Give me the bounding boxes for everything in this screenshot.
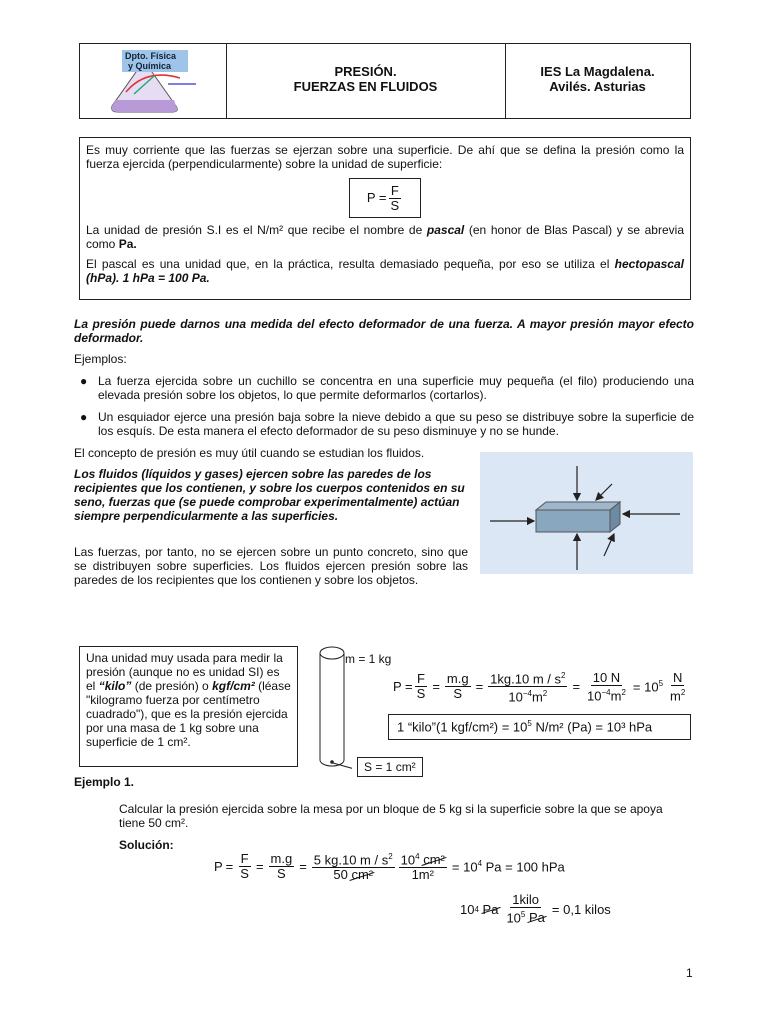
kilo-formula	[393, 669, 689, 705]
ek-ten: 10	[460, 901, 475, 917]
hectopascal-paragraph	[86, 257, 684, 285]
e1-res: = 10	[451, 858, 478, 874]
kf-m: m	[531, 689, 543, 705]
kf-sq-c: 2	[680, 687, 686, 697]
ek-pa-cancel: Pa	[482, 901, 499, 917]
ek-kilo: 1kilo	[512, 892, 540, 907]
ek-frac	[504, 893, 546, 925]
e1-num-text: 5 kg.10 m / s	[313, 852, 389, 868]
kf-sq: 2	[542, 689, 548, 699]
kf-10n: 10 N	[592, 669, 621, 685]
e1-res-tail: Pa = 100 hPa	[482, 858, 565, 874]
e1-cm2-cancel-2: cm²	[423, 852, 445, 868]
kilo-term: “kilo”	[98, 679, 132, 693]
e1-one-m2: 1m²	[411, 867, 434, 883]
hpa-text: El pascal es una unidad que, en la práctica, resulta demasiado pequeña, por eso se utiliza el	[86, 257, 615, 271]
kf-frac-4	[585, 671, 628, 703]
ek-exp4: 4	[474, 904, 479, 914]
area-label: S = 1 cm²	[357, 757, 423, 777]
formula-lhs: P =	[366, 190, 387, 205]
examples-label: Ejemplos:	[74, 352, 127, 366]
kgf-term: kgf/cm²	[212, 679, 255, 693]
kf-frac-3	[488, 669, 567, 705]
kf-eq: =	[475, 679, 484, 695]
e1-frac-4	[399, 850, 447, 882]
kf-expneg4: −4	[522, 689, 532, 699]
pa-abbrev: Pa.	[118, 237, 137, 251]
ke-text-a: 1 “kilo”(1 kgf/cm²) = 10	[397, 719, 528, 735]
kf-frac-5	[668, 671, 687, 703]
kf-m-b: m	[610, 687, 622, 703]
example1-statement: Calcular la presión ejercida sobre la mesa por un bloque de 5 kg si la superficie sobre la que se apoya tiene 50 cm².	[119, 802, 663, 830]
kf-frac-2	[445, 672, 471, 701]
unit-text-2: (en honor de Blas Pascal) y se abrevia como	[86, 223, 684, 251]
example-text: La fuerza ejercida sobre un cuchillo se concentra en una superficie muy pequeña (el filo) produciendo una elevada presión sobre los objetos, lo que permite deformarlos (cortarlos).	[98, 374, 694, 402]
e1-exp2: 2	[388, 852, 393, 861]
bullet-icon: ●	[80, 374, 88, 388]
title-line-1: PRESIÓN.	[334, 64, 397, 79]
logo-text-2: y Química	[128, 61, 172, 71]
kilo-equivalence-box	[388, 714, 691, 740]
example1-title: Ejemplo 1.	[74, 775, 135, 789]
title-line-2: FUERZAS EN FLUIDOS	[293, 79, 438, 94]
e1-den-text: 50	[333, 867, 348, 883]
e1-frac-2	[269, 852, 295, 881]
submerged-block-diagram	[480, 452, 693, 574]
kf-den3	[506, 687, 549, 704]
logo-text-1: Dpto. Física	[125, 51, 177, 61]
kf-expneg4b: −4	[601, 687, 611, 697]
school-line-1: IES La Magdalena.	[540, 64, 655, 79]
header-table	[79, 43, 691, 119]
fluid-forces-figure	[480, 452, 693, 574]
e1-f: F	[240, 850, 249, 866]
unit-text: La unidad de presión S.I es el N/m² que recibe el nombre de	[86, 223, 427, 237]
solution-label: Solución:	[119, 838, 174, 852]
kf-mg: m.g	[446, 671, 469, 687]
deform-statement: La presión puede darnos una medida del efecto deformador de una fuerza. A mayor presión mayor efecto deformador.	[74, 317, 694, 345]
kf-result	[633, 679, 663, 694]
fluids-statement: Los fluidos (líquidos y gases) ejercen sobre las paredes de los recipientes que los contienen, y sobre los cuerpos contenidos en su seno, fuerzas que (se puede comprobar experimentalmente) actúan siempre perpendicularmente a las superficies.	[74, 467, 465, 523]
e1-cm2-cancel: cm²	[351, 867, 374, 883]
kf-den4-text: 10	[587, 687, 602, 703]
department-logo	[106, 48, 206, 114]
e1-s2: S	[277, 865, 286, 881]
ek-den	[504, 908, 546, 925]
kf-n: N	[673, 669, 683, 685]
e1-s: S	[240, 865, 249, 881]
kilo-text-c: (de presión) o	[131, 679, 213, 693]
pressure-formula-box	[349, 178, 421, 218]
e1-exp4: 4	[415, 852, 420, 861]
kf-s2: S	[453, 686, 463, 702]
kf-exp5: 5	[658, 679, 664, 689]
header-title	[226, 64, 505, 94]
e1-frac-3	[312, 850, 395, 882]
kf-num3-text: 1kg.10 m / s	[490, 671, 561, 687]
formula-denominator: S	[390, 197, 400, 213]
list-item	[74, 410, 694, 438]
e1-result	[452, 859, 565, 874]
unit-paragraph	[86, 223, 684, 251]
kilo-text-e: (léase "kilogramo fuerza por centímetro cuadrado"), que es la presión ejercida por una masa de 1 kg sobre una superficie de 1 cm².	[86, 679, 291, 749]
example1-kilos-formula	[460, 893, 614, 925]
e1-p: P	[214, 858, 223, 874]
formula-numerator: F	[390, 182, 399, 198]
ek-pa-cancel-2: Pa	[529, 910, 545, 926]
e1-den	[331, 868, 375, 882]
kf-eq: =	[572, 679, 581, 695]
example1-formula	[214, 850, 568, 882]
e1-frac-1	[238, 852, 251, 881]
school-line-2: Avilés. Asturias	[549, 79, 646, 94]
kilo-text-a: Una unidad muy usada para medir la presión (aunque no es unidad SI) es el	[86, 651, 283, 693]
kf-res: = 10	[632, 679, 659, 695]
kf-p: P =	[393, 679, 413, 695]
kf-f: F	[417, 671, 425, 687]
definition-intro: Es muy corriente que las fuerzas se ejerzan sobre una superficie. De ahí que se defina la presión como la fuerza ejercida (perpendicularmente) sobre la unidad de superficie:	[86, 143, 684, 171]
kilo-unit-box	[79, 646, 298, 767]
examples-list	[74, 374, 694, 438]
kf-sq-b: 2	[621, 687, 626, 697]
ke-exp: 5	[527, 719, 532, 728]
kf-s: S	[416, 686, 426, 702]
kf-frac-1	[415, 672, 428, 701]
kf-num3	[488, 669, 567, 687]
mass-label: m = 1 kg	[345, 652, 392, 666]
kf-exp2: 2	[560, 671, 566, 680]
kf-eq: =	[432, 679, 440, 695]
kf-den5	[668, 686, 687, 703]
formula-fraction	[388, 184, 401, 213]
e1-num	[312, 850, 395, 868]
e1-mg: m.g	[270, 850, 293, 866]
hpa-term: hectopascal (hPa). 1 hPa = 100 Pa.	[86, 257, 684, 285]
e1-num4	[399, 850, 447, 868]
page-number: 1	[686, 966, 693, 980]
pascal-term: pascal	[426, 223, 465, 237]
ek-den-ten: 10	[506, 910, 521, 926]
kf-m-c: m	[670, 687, 681, 703]
kf-den4	[585, 686, 628, 703]
ke-text-c: N/m² (Pa) = 10³ hPa	[531, 719, 653, 735]
ek-result: = 0,1 kilos	[551, 901, 611, 917]
ek-exp5: 5	[520, 910, 526, 919]
bullet-icon: ●	[80, 410, 88, 424]
example-text: Un esquiador ejerce una presión baja sobre la nieve debido a que su peso se distribuye sobre la superficie de los esquís. De esta manera el efecto deformador de su peso disminuye y no se hunde.	[98, 410, 694, 438]
e1-eq: =	[299, 858, 307, 874]
e1-eq: =	[225, 858, 234, 874]
header-school	[505, 64, 690, 94]
e1-eq: =	[255, 858, 264, 874]
list-item	[74, 374, 694, 402]
definition-box	[79, 137, 691, 300]
kf-den3-text: 10	[508, 689, 523, 705]
e1-res-exp: 4	[477, 858, 483, 868]
fluids-text: Las fuerzas, por tanto, no se ejercen sobre un punto concreto, sino que se distribuyen sobre superficies. Los fluidos ejercen presión sobre las paredes de los recipientes que los contienen y sobre los objetos.	[74, 545, 468, 587]
fluids-intro: El concepto de presión es muy útil cuando se estudian los fluidos.	[74, 446, 425, 460]
e1-ten: 10	[400, 852, 416, 868]
